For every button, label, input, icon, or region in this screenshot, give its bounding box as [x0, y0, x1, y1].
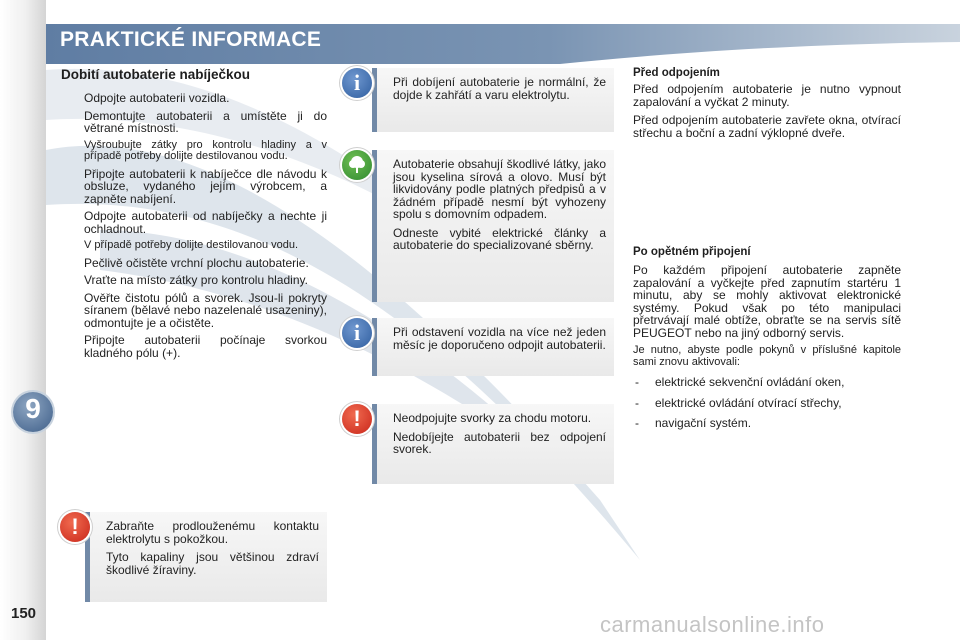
page-section-title: PRAKTICKÉ INFORMACE	[60, 28, 322, 51]
list-item: Připojte autobaterii počínaje svorkou kladného pólu (+).	[84, 333, 327, 360]
charging-steps-list	[61, 92, 327, 364]
eco-tree-icon	[342, 150, 372, 180]
note-text: Autobaterie obsahují škodlivé látky, jako jsou kyselina sírová a olovo. Musí být likvidovány podle platných předpisů a v žádném případě nesmí být vyhozeny spolu s domovním odpadem.	[393, 157, 606, 221]
info-icon: i	[342, 68, 372, 98]
chapter-number: 9	[25, 393, 41, 424]
note-text: Nedobíjejte autobaterii bez odpojení svorek.	[393, 429, 606, 456]
note-text: Neodpojujte svorky za chodu motoru.	[393, 411, 592, 425]
list-item: Odpojte autobaterii vozidla.	[84, 91, 230, 105]
list-item: V případě potřeby dolijte destilovanou vodu.	[84, 239, 299, 251]
page-number: 150	[11, 605, 37, 622]
after-reconnect-section	[633, 246, 901, 438]
list-item: Ověřte čistotu pólů a svorek. Jsou-li pokryty síranem (bělavé nebo nazelenalé usazeniny), odmontujte je a očistěte.	[84, 290, 327, 330]
note-text: Tyto kapaliny jsou většinou zdraví škodlivé žíraviny.	[106, 550, 319, 577]
section-heading: Po opětném připojení	[633, 246, 751, 258]
list-item: Demontujte autobaterii a umístěte ji do větrané místnosti.	[84, 108, 327, 135]
paragraph: Je nutno, abyste podle pokynů v příslušné kapitole sami znovu aktivovali:	[633, 344, 901, 368]
list-item: Pečlivě očistěte vrchní plochu autobaterie.	[84, 255, 309, 270]
paragraph: Po každém připojení autobaterie zapněte zapalování a vyčkejte před zapnutím startéru 1 minutu, aby se mohly aktivovat elektronické systémy. Pokud však po této manipulaci přetrvávají malé obtíže, obraťte se na servis sítě PEUGEOT nebo na jiný odborný servis.	[633, 263, 901, 340]
info-note-box	[372, 68, 614, 132]
note-text: Odneste vybité elektrické články a autobaterie do specializované sběrny.	[393, 225, 606, 252]
list-item: - navigační systém.	[635, 416, 752, 430]
note-text: Zabraňte prodlouženému kontaktu elektrolytu s pokožkou.	[106, 519, 319, 546]
info-icon: i	[342, 318, 372, 348]
warning-note-box	[372, 404, 614, 484]
paragraph: Před odpojením autobaterie zavřete okna, otvírací střechu a boční a zadní výklopné dveře.	[633, 113, 901, 140]
before-disconnect-section	[633, 67, 901, 145]
list-item: - elektrické sekvenční ovládání oken,	[635, 375, 845, 389]
warning-icon: !	[60, 512, 90, 542]
list-item: Připojte autobaterii k nabíječce dle návodu k obsluze, vydaného jejím výrobcem, a zapněte nabíjení.	[84, 166, 327, 206]
note-text: Při dobíjení autobaterie je normální, že dojde k zahřátí a varu elektrolytu.	[393, 75, 606, 102]
section-heading: Před odpojením	[633, 67, 720, 79]
eco-note-box	[372, 150, 614, 302]
paragraph: Před odpojením autobaterie je nutno vypnout zapalování a vyčkat 2 minuty.	[633, 82, 901, 109]
left-section-title: Dobití autobaterie nabíječkou	[61, 67, 251, 82]
note-text: Při odstavení vozidla na více než jeden měsíc je doporučeno odpojit autobaterii.	[393, 325, 606, 352]
list-item: Odpojte autobaterii od nabíječky a nechte ji ochladnout.	[84, 209, 327, 236]
reactivation-list	[633, 376, 901, 430]
info-note-box	[372, 318, 614, 376]
list-item: Vyšroubujte zátky pro kontrolu hladiny a v případě potřeby dolijte destilovanou vodu.	[84, 138, 327, 162]
warning-note-box	[85, 512, 327, 602]
list-item: Vraťte na místo zátky pro kontrolu hladiny.	[84, 273, 308, 287]
warning-icon: !	[342, 404, 372, 434]
list-item: - elektrické ovládání otvírací střechy,	[635, 395, 842, 410]
watermark: carmanualsonline.info	[600, 612, 825, 637]
